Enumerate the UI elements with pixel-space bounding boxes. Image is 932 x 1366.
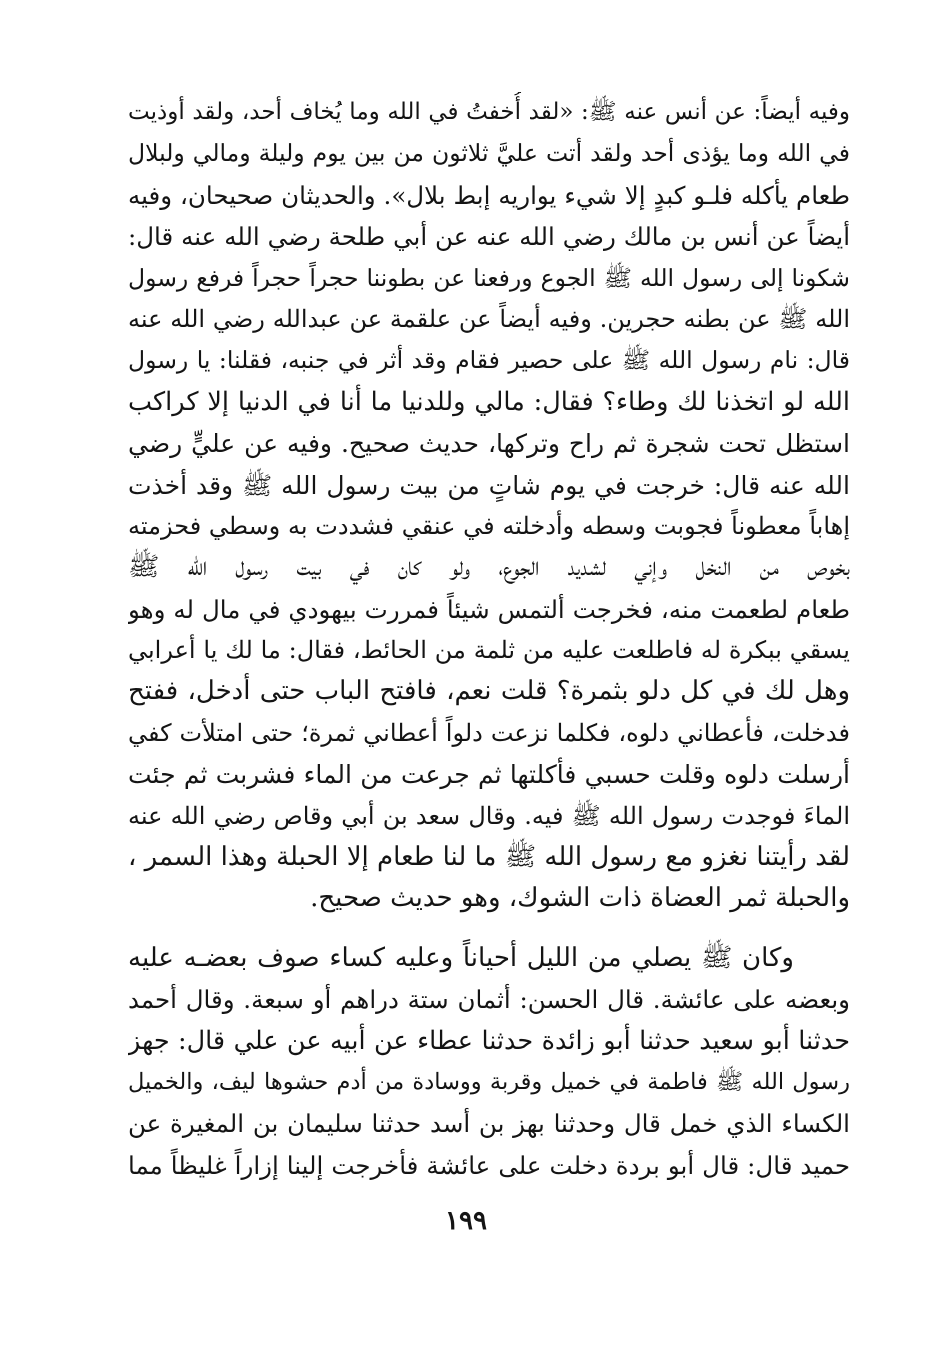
text-line: يسقي ببكرة له فاطلعت عليه من ثلمة من الحائط، فقال: ما لك يا أعرابي	[128, 636, 850, 665]
text-line: وكان ﷺ يصلي من الليل أحياناً وعليه كساء صوف بعضـه عليه	[128, 942, 794, 973]
text-line: إهاباً معطوناً فجوبت وسطه وأدخلته في عنقي فشددت به وسطي فحزمته	[128, 511, 850, 540]
text-line: وهل لك في كل دلو بثمرة؟ قلت نعم، فافتح الباب حتى أدخل، ففتح	[128, 676, 850, 707]
text-line: الله لو اتخذنا لك وطاء؟ فقال: مالي وللدنيا ما أنا في الدنيا إلا كراكب	[128, 386, 850, 417]
text-line: وفيه أيضاً: عن أنس عنه ﷺ: «لقد أُخفتُ في الله وما يُخاف أحد، ولقد أوذيت	[128, 99, 850, 125]
text-line: الماءَ فوجدت رسول الله ﷺ فيه. وقال سعد بن أبي وقاص رضي الله عنه	[128, 801, 850, 830]
text-line: فدخلت، فأعطاني دلوه، فكلما نزعت دلواً أعطاني ثمرة؛ حتى امتلأت كفي	[128, 718, 850, 747]
text-line: استظل تحت شجرة ثم راح وتركها، حديث صحيح. وفيه عن عليٍّ رضي	[128, 429, 850, 459]
text-line: والحبلة ثمر العضاة ذات الشوك، وهو حديث صحيح.	[310, 883, 850, 914]
text-line: لقد رأيتنا نغزو مع رسول الله ﷺ ما لنا طعام إلا الحبلة وهذا السمر ،	[128, 842, 850, 873]
page-number: ١٩٩	[445, 1206, 487, 1236]
text-line: الله عنه قال: خرجت في يوم شاتٍ من بيت رسول الله ﷺ وقد أخذت	[128, 470, 850, 500]
text-line: شكونا إلى رسول الله ﷺ الجوع ورفعنا عن بطوننا حجراً حجراً فرفع رسول	[128, 263, 850, 292]
text-line: وبعضه على عائشة. قال الحسن: أثمان ستة دراهم أو سبعة. وقال أحمد	[128, 985, 850, 1015]
text-line: طعام يأكله فلـو كبدٍ إلا شيء يواريه إبط بلال». والحديثان صحيحان، وفيه	[128, 180, 850, 210]
page-body-text	[128, 92, 850, 1186]
text-line: قال: نام رسول الله ﷺ على حصير فقام وقد أثر في جنبه، فقلنا: يا رسول	[128, 346, 850, 375]
text-line: أرسلت دلوه وقلت حسبي فأكلتها ثم جرعت من الماء فشربت ثم جئت	[128, 760, 850, 790]
text-line: الكساء الذي خمل قال وحدثنا بهز بن أسد حدثنا سليمان بن المغيرة عن	[128, 1109, 850, 1139]
text-line: الله ﷺ عن بطنه حجرين. وفيه أيضاً عن علقمة عن عبدالله رضي الله عنه	[128, 304, 850, 333]
text-line: رسول الله ﷺ فاطمة في خميل وقربة ووسادة من أدم حشوها ليف، والخميل	[128, 1068, 850, 1095]
text-line: حميد قال: قال أبو بردة دخلت على عائشة فأخرجت إلينا إزاراً غليظاً مما	[128, 1150, 850, 1180]
text-line: طعام لطعمت منه، فخرجت ألتمس شيئاً فمررت بيهودي في مال له وهو	[128, 594, 850, 624]
text-line: أيضاً عن أنس بن مالك رضي الله عنه عن أبي طلحة رضي الله عنه قال:	[128, 222, 850, 252]
text-line: بخوص من النخل وإني لشديد الجوع، ولو كان في بيت رسول الله ﷺ	[128, 552, 850, 583]
text-line: حدثنا أبو سعيد حدثنا أبو زائدة حدثنا عطاء عن أبيه عن علي قال: جهز	[128, 1025, 850, 1056]
text-line: في الله وما يؤذى أحد ولقد أتت عليَّ ثلاثون من بين يوم وليلة ومالي ولبلال	[128, 139, 850, 168]
